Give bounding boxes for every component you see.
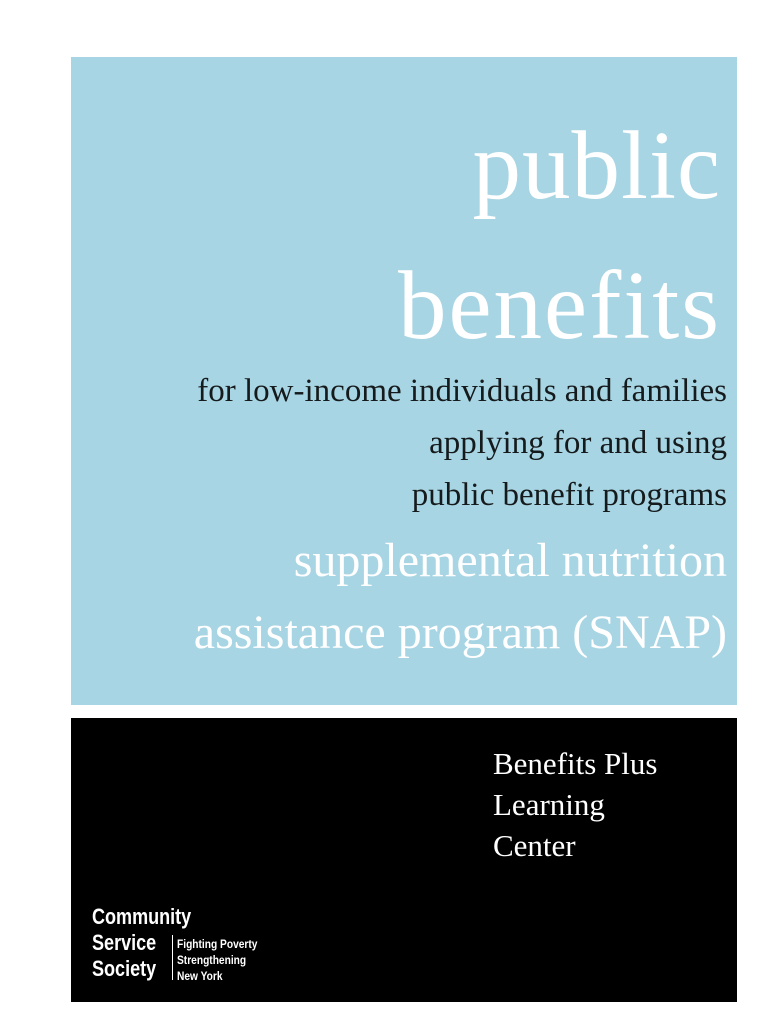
learning-center-name-line-2: Learning: [493, 787, 605, 822]
logo-divider: [172, 935, 173, 980]
logo-name-line-2: Service: [92, 930, 157, 955]
community-service-society-logo: [92, 904, 292, 984]
cover-subtitle-line-2: applying for and using: [429, 425, 727, 461]
program-name-line-1: supplemental nutrition: [293, 534, 727, 587]
logo-tagline-line-1: Fighting Poverty: [177, 937, 258, 951]
program-name-line-2: assistance program (SNAP): [193, 606, 727, 659]
logo-name-line-3: Society: [92, 956, 157, 981]
logo-tagline-line-3: New York: [177, 969, 223, 983]
logo-tagline-line-2: Strengthening: [177, 953, 247, 967]
cover-footer-panel: [71, 718, 737, 1002]
cover-subtitle-line-3: public benefit programs: [411, 477, 727, 513]
logo-name-line-1: Community: [92, 904, 192, 929]
learning-center-name-line-1: Benefits Plus: [493, 746, 658, 781]
cover-title-line-1: public: [472, 112, 721, 219]
cover-title-line-2: benefits: [397, 252, 721, 359]
cover-title-panel: [71, 57, 737, 705]
learning-center-name-line-3: Center: [493, 828, 576, 863]
cover-subtitle-line-1: for low-income individuals and families: [197, 373, 727, 409]
